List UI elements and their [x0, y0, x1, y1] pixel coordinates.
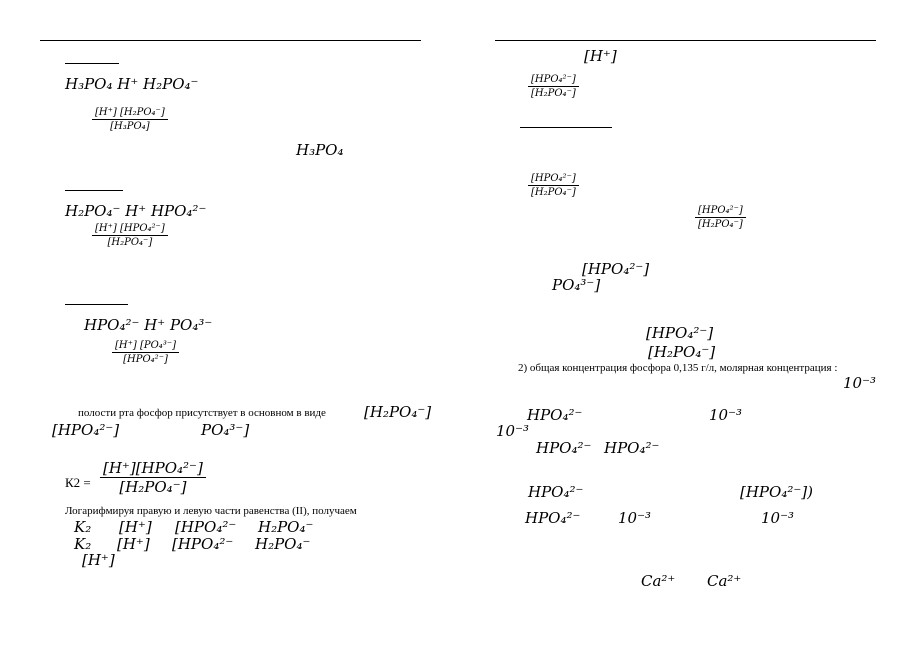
ratio-4-denominator: PO₄³⁻] — [552, 276, 601, 294]
k1-denominator: [H₃PO₄] — [110, 121, 150, 132]
log-row-3-h: [H⁺] — [82, 551, 115, 569]
exponent-value-2: 10⁻³ — [709, 406, 743, 424]
phosphoric-acid-label: H₃PO₄ — [296, 141, 344, 159]
ratio-3-denominator: [H₂PO₄⁻] — [698, 219, 743, 230]
calcium-ion-2: Ca²⁺ — [707, 572, 742, 590]
paragraph-text: полости рта фосфор присутствует в основном в виде — [78, 407, 326, 419]
dissociation-equation-1: H₃PO₄ H⁺ H₂PO₄⁻ — [65, 75, 199, 93]
dihydrogen-phosphate-term: [H₂PO₄⁻] — [364, 403, 432, 421]
k3-numerator: [H⁺] [PO₄³⁻] — [115, 340, 177, 351]
dissociation-equation-2: H₂PO₄⁻ H⁺ HPO₄²⁻ — [65, 202, 207, 220]
hpo-term-b: HPO₄²⁻ — [536, 439, 592, 457]
log-row-2-k: K₂ — [74, 535, 92, 553]
log-row-1-h2po: H₂PO₄⁻ — [258, 518, 314, 536]
section-rule-3 — [65, 304, 128, 305]
exponent-value-1: 10⁻³ — [843, 374, 877, 392]
hpo-term-d: HPO₄²⁻ — [528, 483, 584, 501]
exponent-value-4: 10⁻³ — [618, 509, 652, 527]
ratio-4-numerator: [HPO₄²⁻] — [582, 260, 650, 278]
log-row-2-h: [H⁺] — [117, 535, 150, 553]
hydrogen-ion-term: [H⁺] — [584, 47, 617, 65]
section-rule-4 — [520, 127, 612, 128]
ratio-fraction-3 — [695, 206, 746, 230]
calcium-ion-1: Ca²⁺ — [641, 572, 676, 590]
ratio-2-denominator: [H₂PO₄⁻] — [531, 187, 576, 198]
k2-small-fraction — [92, 224, 168, 248]
concentration-text: 2) общая концентрация фосфора 0,135 г/л, молярная концентрация : — [518, 362, 838, 374]
hpo-term-e: [HPO₄²⁻]) — [740, 483, 813, 501]
section-rule-1 — [65, 63, 119, 64]
ratio-2-numerator: [HPO₄²⁻] — [531, 173, 576, 184]
k2-small-numerator: [H⁺] [HPO₄²⁻] — [95, 223, 165, 234]
hydrogen-phosphate-term: [HPO₄²⁻] — [52, 421, 120, 439]
exponent-value-3: 10⁻³ — [496, 422, 530, 440]
ratio-1-numerator: [HPO₄²⁻] — [531, 74, 576, 85]
k3-fraction — [112, 341, 179, 365]
ratio-5-numerator: [HPO₄²⁻] — [646, 324, 714, 342]
ratio-1-denominator: [H₂PO₄⁻] — [531, 88, 576, 99]
dissociation-equation-3: HPO₄²⁻ H⁺ PO₄³⁻ — [84, 316, 213, 334]
ratio-fraction-1 — [528, 75, 579, 99]
log-row-1-k: K₂ — [74, 518, 92, 536]
hpo-term-a: HPO₄²⁻ — [527, 406, 583, 424]
k2-numerator: [H⁺][HPO₄²⁻] — [103, 459, 203, 477]
ratio-5-denominator: [H₂PO₄⁻] — [648, 343, 716, 361]
log-row-1-h: [H⁺] — [119, 518, 152, 536]
k2-small-denominator: [H₂PO₄⁻] — [107, 237, 153, 248]
right-page-top-rule — [495, 40, 876, 41]
hpo-term-f: HPO₄²⁻ — [525, 509, 581, 527]
ratio-3-numerator: [HPO₄²⁻] — [698, 205, 743, 216]
log-row-2-h2po: H₂PO₄⁻ — [255, 535, 311, 553]
k3-denominator: [HPO₄²⁻] — [123, 354, 168, 365]
logarithm-text: Логарифмируя правую и левую части равенства (II), получаем — [65, 505, 357, 517]
k2-equation-fraction — [100, 461, 206, 495]
k2-denominator: [H₂PO₄⁻] — [119, 478, 187, 496]
log-row-2-hpo: [HPO₄²⁻ — [172, 535, 234, 553]
k1-numerator: [H⁺] [H₂PO₄⁻] — [95, 107, 165, 118]
k1-fraction — [92, 108, 168, 132]
ratio-fraction-2 — [528, 174, 579, 198]
log-row-1-hpo: [HPO₄²⁻ — [175, 518, 237, 536]
exponent-value-5: 10⁻³ — [761, 509, 795, 527]
phosphate-term: PO₄³⁻] — [201, 421, 250, 439]
left-page-top-rule — [40, 40, 421, 41]
k2-label: К2 = — [65, 475, 91, 490]
section-rule-2 — [65, 190, 123, 191]
hpo-term-c: HPO₄²⁻ — [604, 439, 660, 457]
